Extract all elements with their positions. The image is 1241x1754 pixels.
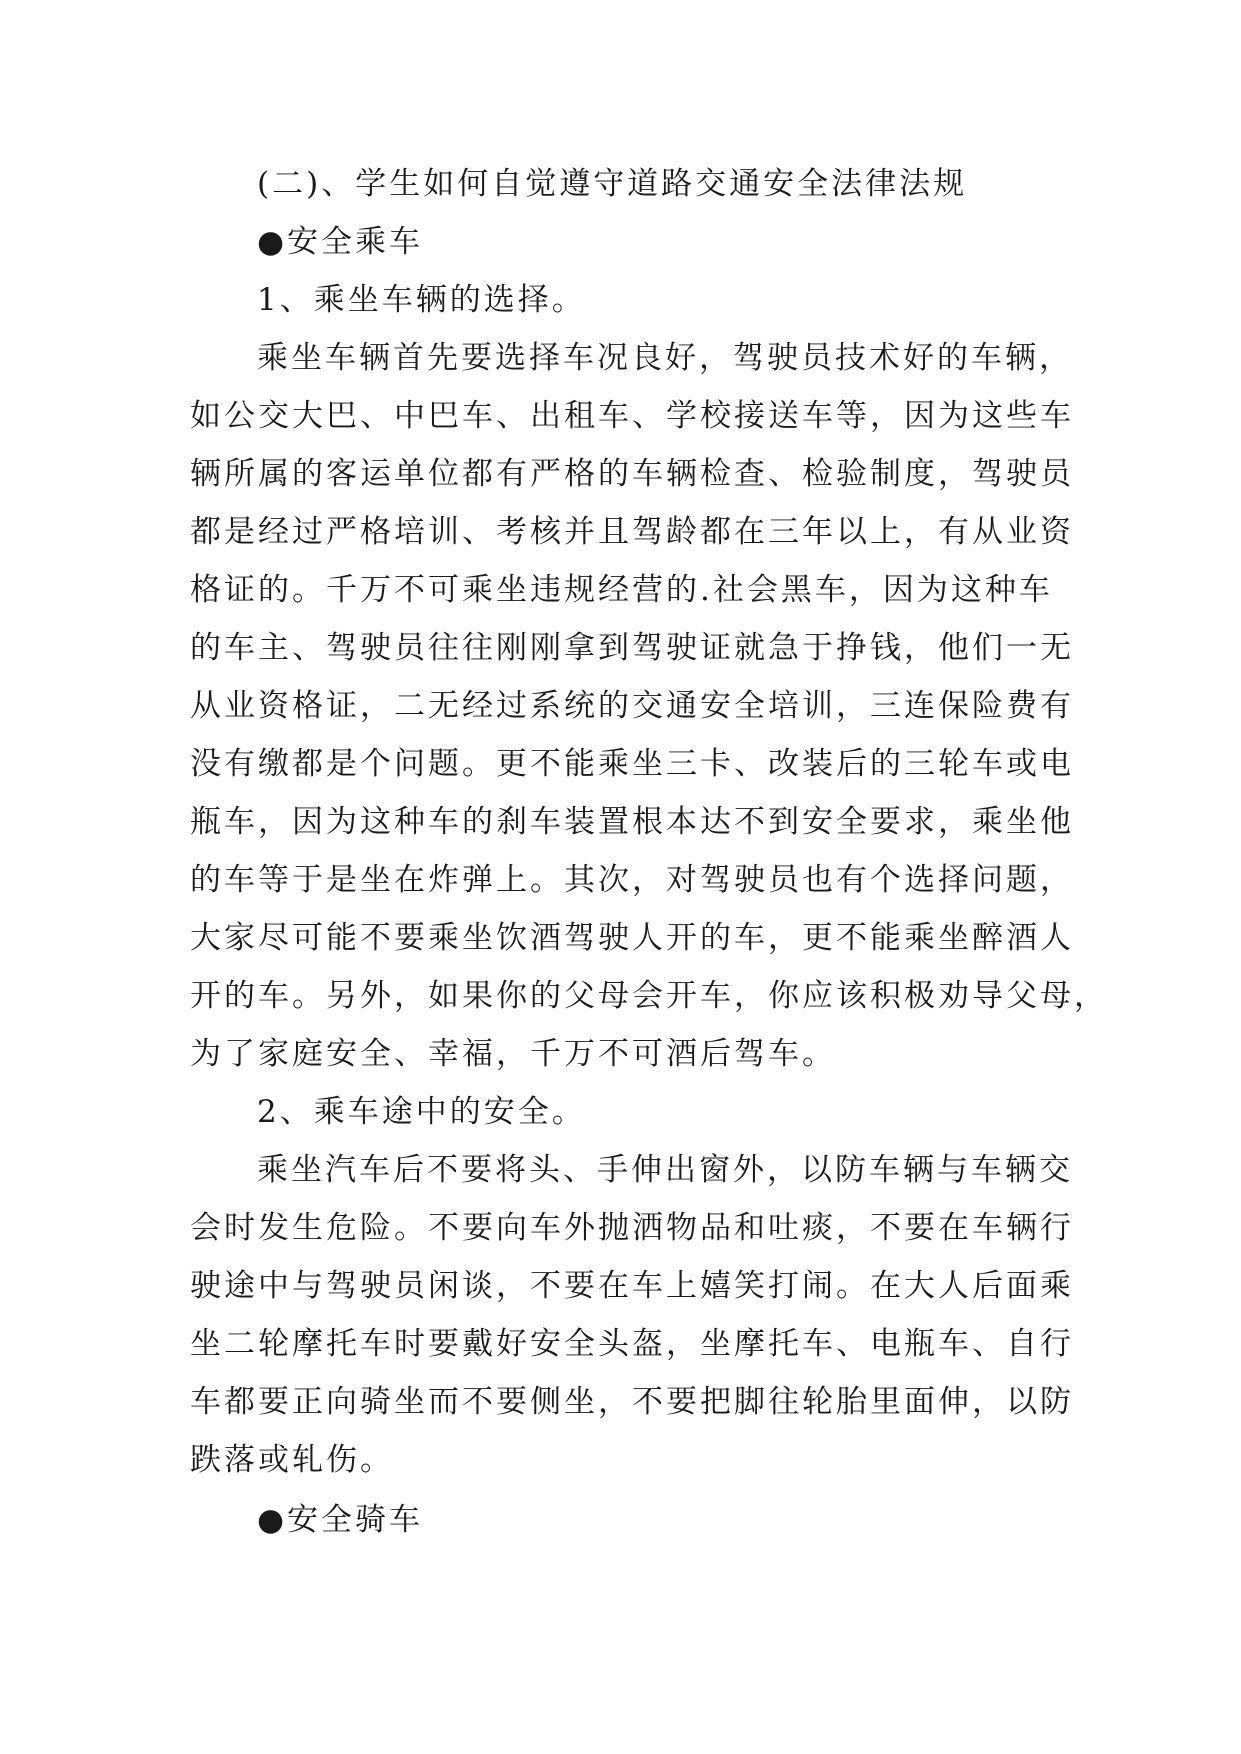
paragraph-line: 瓶车，因为这种车的刹车装置根本达不到安全要求，乘坐他 [190,804,1074,840]
paragraph-line: 辆所属的客运单位都有严格的车辆检查、检验制度，驾驶员 [190,456,1074,492]
paragraph-line: 车都要正向骑坐而不要侧坐，不要把脚往轮胎里面伸，以防 [190,1384,1074,1420]
paragraph-line: 跌落或轧伤。 [190,1442,394,1478]
paragraph-line: 没有缴都是个问题。更不能乘坐三卡、改装后的三轮车或电 [190,746,1074,782]
bullet-heading-safe-cycling: ●安全骑车 [257,1502,424,1538]
section-heading: (二)、学生如何自觉遵守道路交通安全法律法规 [257,166,968,202]
paragraph-line: 大家尽可能不要乘坐饮酒驾驶人开的车，更不能乘坐醉酒人 [190,920,1074,956]
paragraph-line: 从业资格证，二无经过系统的交通安全培训，三连保险费有 [190,688,1074,724]
paragraph-line: 乘坐汽车后不要将头、手伸出窗外，以防车辆与车辆交 [257,1152,1073,1188]
paragraph-line: 如公交大巴、中巴车、出租车、学校接送车等，因为这些车 [190,398,1074,434]
paragraph-line: 格证的。千万不可乘坐违规经营的.社会黑车，因为这种车 [190,572,1053,608]
paragraph-line: 的车主、驾驶员往往刚刚拿到驾驶证就急于挣钱，他们一无 [190,630,1074,666]
bullet-heading-safe-riding: ●安全乘车 [257,224,424,260]
paragraph-line: 都是经过严格培训、考核并且驾龄都在三年以上，有从业资 [190,514,1074,550]
paragraph-line: 为了家庭安全、幸福，千万不可酒后驾车。 [190,1036,836,1072]
subheading-vehicle-choice: 1、乘坐车辆的选择。 [257,282,586,318]
subheading-in-transit: 2、乘车途中的安全。 [257,1094,586,1130]
paragraph-line: 驶途中与驾驶员闲谈，不要在车上嬉笑打闹。在大人后面乘 [190,1268,1074,1304]
paragraph-line: 开的车。另外，如果你的父母会开车，你应该积极劝导父母， [190,978,1108,1014]
paragraph-line: 会时发生危险。不要向车外抛洒物品和吐痰，不要在车辆行 [190,1210,1074,1246]
paragraph-line: 的车等于是坐在炸弹上。其次，对驾驶员也有个选择问题， [190,862,1074,898]
paragraph-line: 坐二轮摩托车时要戴好安全头盔，坐摩托车、电瓶车、自行 [190,1326,1074,1362]
paragraph-line: 乘坐车辆首先要选择车况良好，驾驶员技术好的车辆， [257,340,1073,376]
